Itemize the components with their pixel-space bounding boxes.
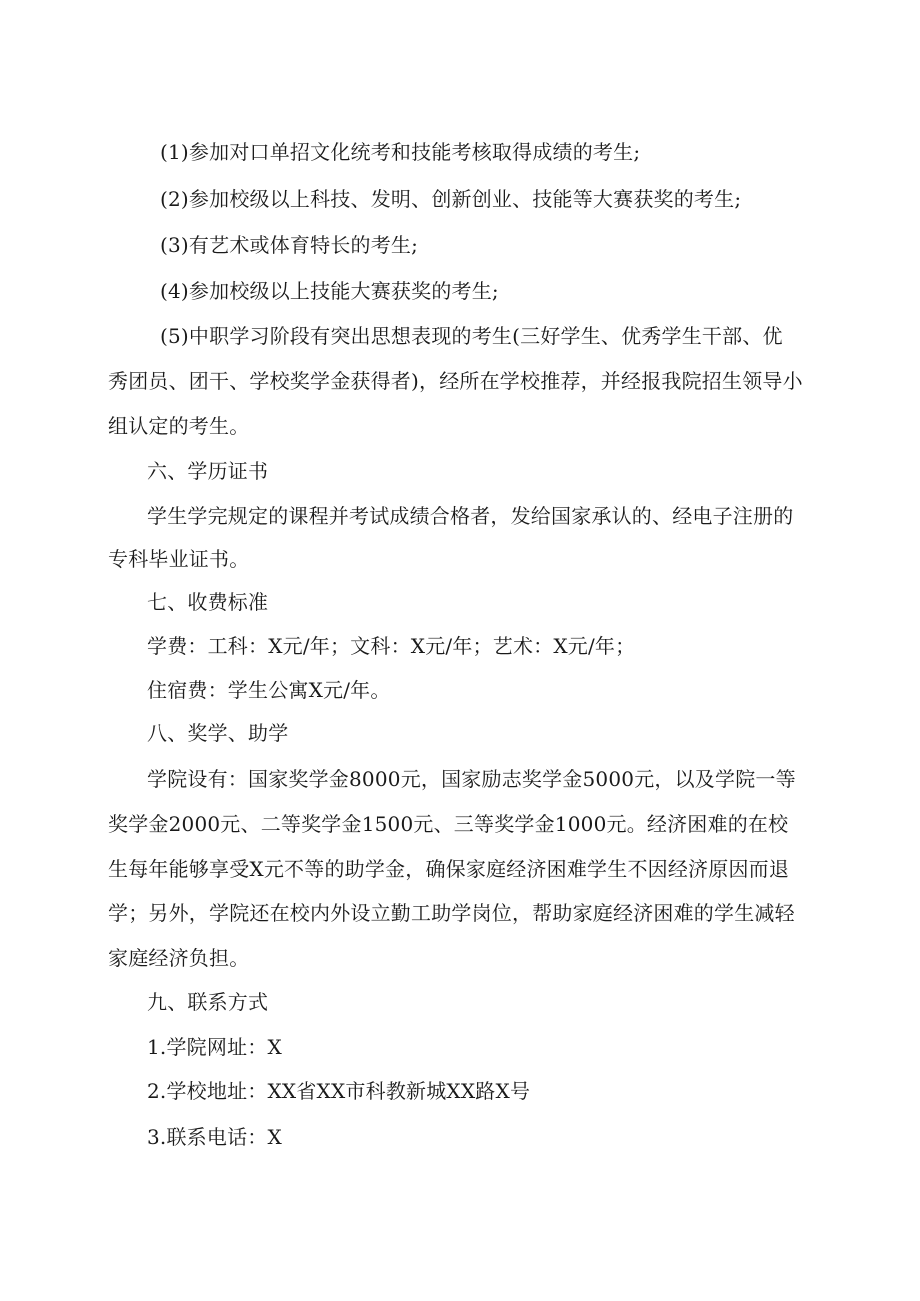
scholarship-paragraph-line-1: 学院设有：国家奖学金8000元，国家励志奖学金5000元，以及学院一等	[147, 767, 796, 791]
contact-address: 2.学校地址：XX省XX市科教新城XX路X号	[147, 1079, 531, 1103]
scholarship-paragraph-line-2: 奖学金2000元、二等奖学金1500元、三等奖学金1000元。经济困难的在校	[108, 812, 789, 836]
list-item-4: (4)参加校级以上技能大赛获奖的考生;	[160, 279, 499, 303]
contact-phone: 3.联系电话：X	[147, 1125, 282, 1149]
scholarship-paragraph-line-3: 生每年能够享受X元不等的助学金，确保家庭经济困难学生不因经济原因而退	[108, 857, 790, 881]
section-heading-contact: 九、联系方式	[147, 990, 269, 1014]
section-heading-scholarships: 八、奖学、助学	[147, 721, 289, 745]
diploma-paragraph-line-2: 专科毕业证书。	[108, 547, 250, 571]
list-item-3: (3)有艺术或体育特长的考生;	[160, 233, 419, 257]
section-heading-diploma: 六、学历证书	[147, 459, 269, 483]
diploma-paragraph-line-1: 学生学完规定的课程并考试成绩合格者，发给国家承认的、经电子注册的	[147, 504, 794, 528]
scholarship-paragraph-line-5: 家庭经济负担。	[108, 946, 250, 970]
tuition-line: 学费：工科：X元/年；文科：X元/年；艺术：X元/年；	[147, 634, 636, 658]
list-item-1: (1)参加对口单招文化统考和技能考核取得成绩的考生;	[160, 140, 641, 164]
list-item-5-line-3: 组认定的考生。	[108, 414, 250, 438]
section-heading-fees: 七、收费标准	[147, 590, 269, 614]
lodging-line: 住宿费：学生公寓X元/年。	[147, 678, 391, 702]
list-item-5-line-2: 秀团员、团干、学校奖学金获得者)，经所在学校推荐，并经报我院招生领导小	[108, 369, 803, 393]
list-item-5-line-1: (5)中职学习阶段有突出思想表现的考生(三好学生、优秀学生干部、优	[160, 324, 783, 348]
contact-website: 1.学院网址：X	[147, 1035, 282, 1059]
scholarship-paragraph-line-4: 学；另外，学院还在校内外设立勤工助学岗位，帮助家庭经济困难的学生减轻	[108, 901, 795, 925]
list-item-2: (2)参加校级以上科技、发明、创新创业、技能等大赛获奖的考生;	[160, 187, 742, 211]
